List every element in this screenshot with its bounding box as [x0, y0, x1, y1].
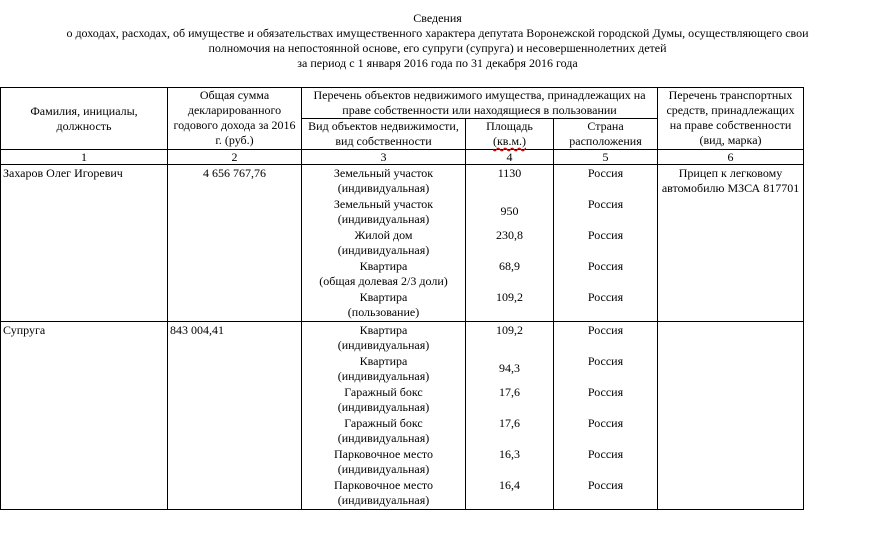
realty-country: Россия: [587, 354, 624, 368]
column-number: 4: [466, 150, 554, 165]
realty-country: Россия: [587, 385, 624, 399]
realty-type: Парковочное место: [333, 478, 434, 492]
realty-ownership: (пользование): [347, 305, 420, 319]
column-number: 3: [302, 150, 466, 165]
person-vehicle: [658, 322, 804, 510]
person-vehicle: Прицеп к легковому автомобилю МЗСА 817701: [658, 165, 804, 322]
realty-country: Россия: [587, 478, 624, 492]
title-line-4: за период с 1 января 2016 года по 31 декабря 2016 года: [297, 56, 578, 70]
realty-ownership: (индивидуальная): [337, 212, 430, 226]
header-income: Общая сумма декларированного годового дохода за 2016 г. (руб.): [168, 88, 302, 150]
header-area-unit: (кв.м.): [492, 134, 527, 148]
realty-type: Жилой дом: [354, 228, 413, 242]
realty-ownership: (общая долевая 2/3 доли): [319, 274, 448, 288]
realty-ownership: (индивидуальная): [337, 181, 430, 195]
column-number: 1: [1, 150, 168, 165]
realty-country: Россия: [587, 259, 624, 273]
realty-ownership: (индивидуальная): [337, 243, 430, 257]
realty-country: Россия: [587, 290, 624, 304]
realty-area: 16,4: [499, 478, 520, 492]
table-row-person-2: [1, 322, 804, 510]
realty-countries-cell: [554, 165, 658, 322]
header-area: [466, 119, 554, 150]
table-row-person-1: [1, 165, 804, 322]
realty-type: Гаражный бокс: [344, 416, 423, 430]
column-number: 2: [168, 150, 302, 165]
header-name: Фамилия, инициалы, должность: [1, 88, 168, 150]
title-line-1: Сведения: [413, 11, 462, 25]
person-name: Супруга: [1, 322, 168, 510]
realty-area: 109,2: [496, 290, 523, 304]
declaration-table: [0, 87, 804, 510]
column-number: 5: [554, 150, 658, 165]
realty-area: 94,3: [499, 361, 520, 375]
header-vehicles: Перечень транспортных средств, принадлежащих на праве собственности (вид, марка): [658, 88, 804, 150]
realty-type: Парковочное место: [333, 447, 434, 461]
realty-country: Россия: [587, 447, 624, 461]
header-realty-group: Перечень объектов недвижимого имущества, принадлежащих на праве собственности или находящиеся в пользовании: [302, 88, 658, 119]
realty-country: Россия: [587, 197, 624, 211]
realty-area: 1130: [497, 166, 522, 180]
title-line-3: полномочия на непостоянной основе, его супруги (супруга) и несовершеннолетних детей: [208, 41, 667, 55]
column-number: 6: [658, 150, 804, 165]
realty-area: 230,8: [496, 228, 523, 242]
person-name: Захаров Олег Игоревич: [1, 165, 168, 322]
realty-type: Земельный участок: [333, 197, 434, 211]
realty-area: 109,2: [496, 323, 523, 337]
realty-area: 17,6: [499, 385, 520, 399]
realty-ownership: (индивидуальная): [337, 431, 430, 445]
realty-ownership: (индивидуальная): [337, 462, 430, 476]
realty-type: Земельный участок: [333, 166, 434, 180]
realty-types-cell: [302, 165, 466, 322]
realty-ownership: (индивидуальная): [337, 493, 430, 507]
column-numbers-row: [1, 150, 804, 165]
realty-ownership: (индивидуальная): [337, 369, 430, 383]
header-country: Страна расположения: [554, 119, 658, 150]
title-line-2: о доходах, расходах, об имуществе и обязательствах имущественного характера депутата Воронежской городской Думы, осуществляющего свои: [66, 26, 809, 40]
realty-ownership: (индивидуальная): [337, 400, 430, 414]
person-income: 4 656 767,76: [168, 165, 302, 322]
person-income: 843 004,41: [168, 322, 302, 510]
realty-type: Квартира: [359, 259, 408, 273]
document-title: [0, 11, 875, 71]
realty-area: 16,3: [499, 447, 520, 461]
realty-types-cell: [302, 322, 466, 510]
realty-area: 17,6: [499, 416, 520, 430]
realty-area: 950: [500, 204, 519, 218]
realty-country: Россия: [587, 416, 624, 430]
realty-country: Россия: [587, 166, 624, 180]
header-area-label: Площадь: [486, 119, 533, 133]
realty-type: Гаражный бокс: [344, 385, 423, 399]
realty-country: Россия: [587, 323, 624, 337]
header-realty-type: Вид объектов недвижимости, вид собственности: [302, 119, 466, 150]
realty-area: 68,9: [499, 259, 520, 273]
realty-type: Квартира: [359, 354, 408, 368]
realty-country: Россия: [587, 228, 624, 242]
realty-areas-cell: [466, 322, 554, 510]
realty-ownership: (индивидуальная): [337, 338, 430, 352]
realty-type: Квартира: [359, 323, 408, 337]
realty-countries-cell: [554, 322, 658, 510]
realty-areas-cell: [466, 165, 554, 322]
realty-type: Квартира: [359, 290, 408, 304]
